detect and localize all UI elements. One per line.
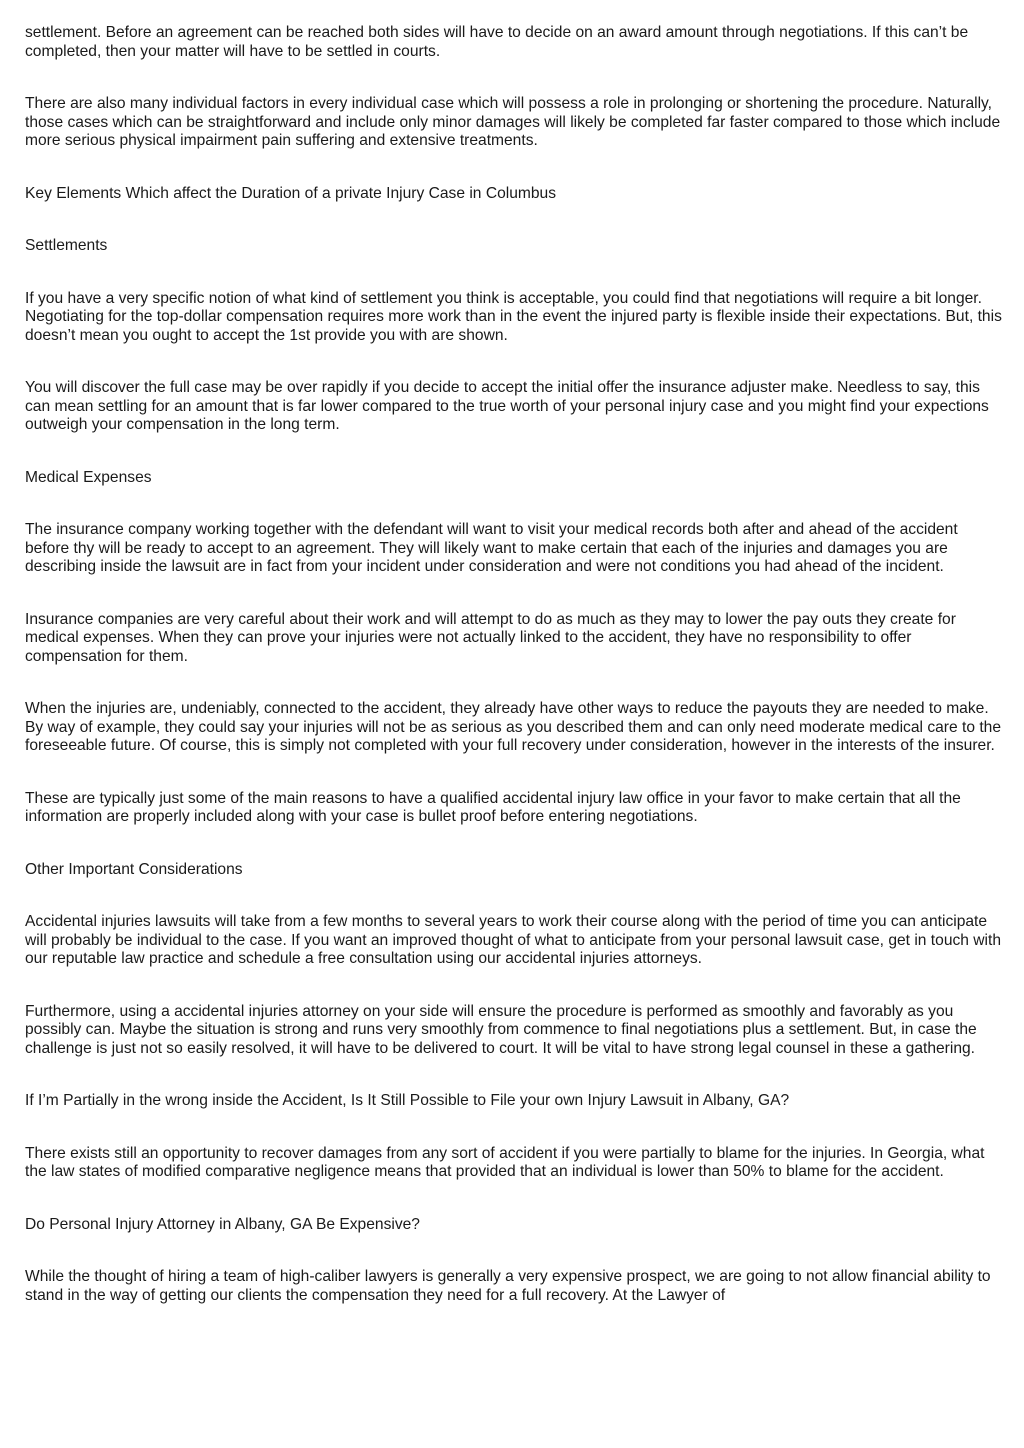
section-heading: Other Important Considerations [25,860,243,878]
paragraph: There exists still an opportunity to recover damages from any sort of accident if you were partially to blame for the injuries. In Georgia, what the law states of modified comparative negligence means that provided that an individual is lower than 50% to blame for the accident. [25,1144,985,1180]
paragraph: settlement. Before an agreement can be reached both sides will have to decide on an award amount through negotiations. If this can’t be completed, then your matter will have to be settled in courts. [25,24,969,60]
paragraph: Accidental injuries lawsuits will take from a few months to several years to work their course along with the period of time you can anticipate will probably be individual to the case. If you want an improved thought of what to anticipate from your personal lawsuit case, get in touch with our reputable law practice and schedule a free consultation using our accidental injuries attorneys. [25,913,1002,967]
section-heading: Do Personal Injury Attorney in Albany, GA Be Expensive? [25,1215,420,1233]
paragraph: You will discover the full case may be over rapidly if you decide to accept the initial offer the insurance adjuster make. Needless to say, this can mean settling for an amount that is far lower compared to the true worth of your personal injury case and you might find your expections outweigh your compensation in the long term. [25,379,989,433]
paragraph: While the thought of hiring a team of high-caliber lawyers is generally a very expensive prospect, we are going to not allow financial ability to stand in the way of getting our clients the compensation they need for a full recovery. At the Lawyer of [25,1268,991,1304]
paragraph: If you have a very specific notion of what kind of settlement you think is acceptable, you could find that negotiations will require a bit longer. Negotiating for the top-dollar compensation requires more work than in the event the injured party is flexible inside their expectations. But, this doesn’t mean you ought to accept the 1st provide you with are shown. [25,289,1002,344]
section-heading: Settlements [25,237,108,254]
document-page [25,24,1003,1339]
paragraph: Insurance companies are very careful about their work and will attempt to do as much as they may to lower the pay outs they create for medical expenses. When they can prove your injuries were not actually linked to the accident, they have no responsibility to offer compensation for them. [25,610,956,665]
section-heading: If I’m Partially in the wrong inside the Accident, Is It Still Possible to File your own Injury Lawsuit in Albany, GA? [25,1092,790,1109]
paragraph: These are typically just some of the main reasons to have a qualified accidental injury law office in your favor to make certain that all the information are properly included along with your case is bullet proof before entering negotiations. [25,789,961,825]
paragraph: When the injuries are, undeniably, connected to the accident, they already have other ways to reduce the payouts they are needed to make. By way of example, they could say your injuries will not be as serious as you described them and can only need moderate medical care to the foreseeable future. Of course, this is simply not completed with your full recovery under consideration, however in the interests of the insurer. [25,700,1001,754]
paragraph: There are also many individual factors in every individual case which will possess a role in prolonging or shortening the procedure. Naturally, those cases which can be straightforward and include only minor damages will likely be completed far faster compared to those which include more serious physical impairment pain suffering and extensive treatments. [25,95,1001,149]
section-heading: Medical Expenses [25,468,152,486]
section-heading: Key Elements Which affect the Duration of a private Injury Case in Columbus [25,184,557,202]
paragraph: The insurance company working together with the defendant will want to visit your medical records both after and ahead of the accident before thy will be ready to accept to an agreement. They will likely want to make certain that each of the injuries and damages you are describing inside the lawsuit are in fact from your incident under consideration and were not conditions you had ahead of the incident. [25,521,958,575]
paragraph: Furthermore, using a accidental injuries attorney on your side will ensure the procedure is performed as smoothly and favorably as you possibly can. Maybe the situation is strong and runs very smoothly from commence to final negotiations plus a settlement. But, in case the challenge is just not so easily resolved, it will have to be delivered to court. It will be vital to have strong legal counsel in these a gathering. [25,1002,977,1057]
